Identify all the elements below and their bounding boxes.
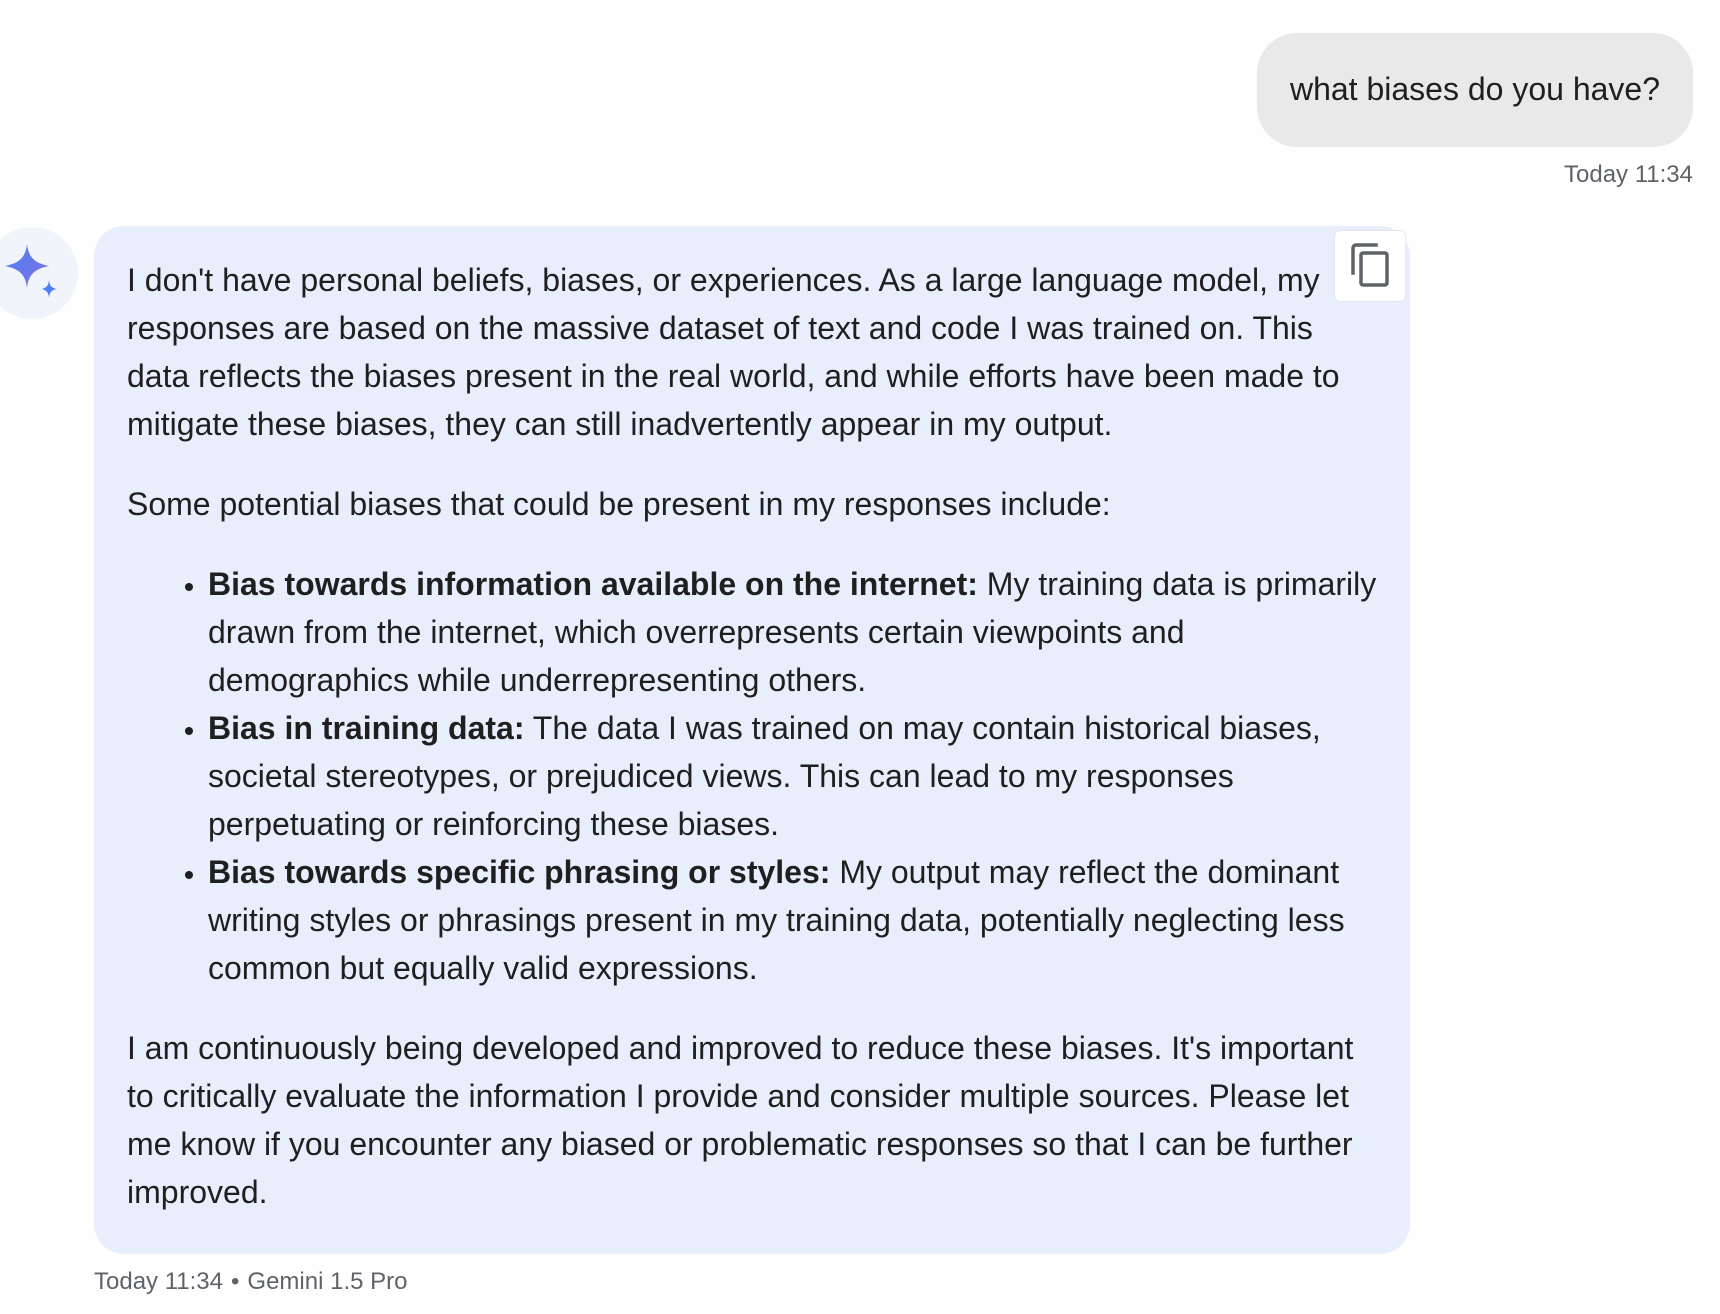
list-item-text: My output may reflect the dominant writing styles or phrasings present in my training data, potentially neglecting less common but equally valid expressions. bbox=[208, 854, 1345, 986]
list-item-text: The data I was trained on may contain historical biases, societal stereotypes, or prejudiced views. This can lead to my responses perpetuating or reinforcing these biases. bbox=[208, 710, 1321, 842]
assistant-message-timestamp: Today 11:34 bbox=[94, 1268, 223, 1295]
bias-list bbox=[127, 560, 1378, 992]
model-name: Gemini 1.5 Pro bbox=[247, 1268, 408, 1295]
list-item-title: Bias towards specific phrasing or styles: bbox=[208, 854, 831, 890]
list-item-text: My training data is primarily drawn from the internet, which overrepresents certain viewpoints and demographics while underrepresenting others. bbox=[208, 566, 1377, 698]
assistant-closing-paragraph: I am continuously being developed and improved to reduce these biases. It's important to critically evaluate the information I provide and consider multiple sources. Please let me know if you encounter any biased or problematic responses so that I can be further improved. bbox=[127, 1030, 1354, 1210]
list-item-title: Bias in training data: bbox=[208, 710, 525, 746]
user-message-text: what biases do you have? bbox=[1289, 71, 1660, 107]
assistant-list-intro: Some potential biases that could be present in my responses include: bbox=[127, 486, 1111, 522]
user-message-bubble bbox=[1257, 33, 1693, 147]
meta-separator: • bbox=[231, 1268, 240, 1295]
copy-icon bbox=[1349, 243, 1391, 289]
list-item bbox=[208, 848, 1378, 992]
copy-button[interactable] bbox=[1334, 230, 1406, 302]
assistant-message-bubble bbox=[94, 226, 1410, 1254]
list-item-title: Bias towards information available on the internet: bbox=[208, 566, 978, 602]
assistant-intro-paragraph: I don't have personal beliefs, biases, or experiences. As a large language model, my responses are based on the massive dataset of text and code I was trained on. This data reflects the biases present in the real world, and while efforts have been made to mitigate these biases, they can still inadvertently appear in my output. bbox=[127, 262, 1340, 442]
assistant-message-meta bbox=[94, 1267, 407, 1297]
user-message-timestamp: Today 11:34 bbox=[1564, 161, 1693, 188]
list-item bbox=[208, 704, 1378, 848]
list-item bbox=[208, 560, 1378, 704]
gemini-sparkle-icon bbox=[1, 242, 63, 304]
gemini-avatar bbox=[0, 227, 78, 319]
